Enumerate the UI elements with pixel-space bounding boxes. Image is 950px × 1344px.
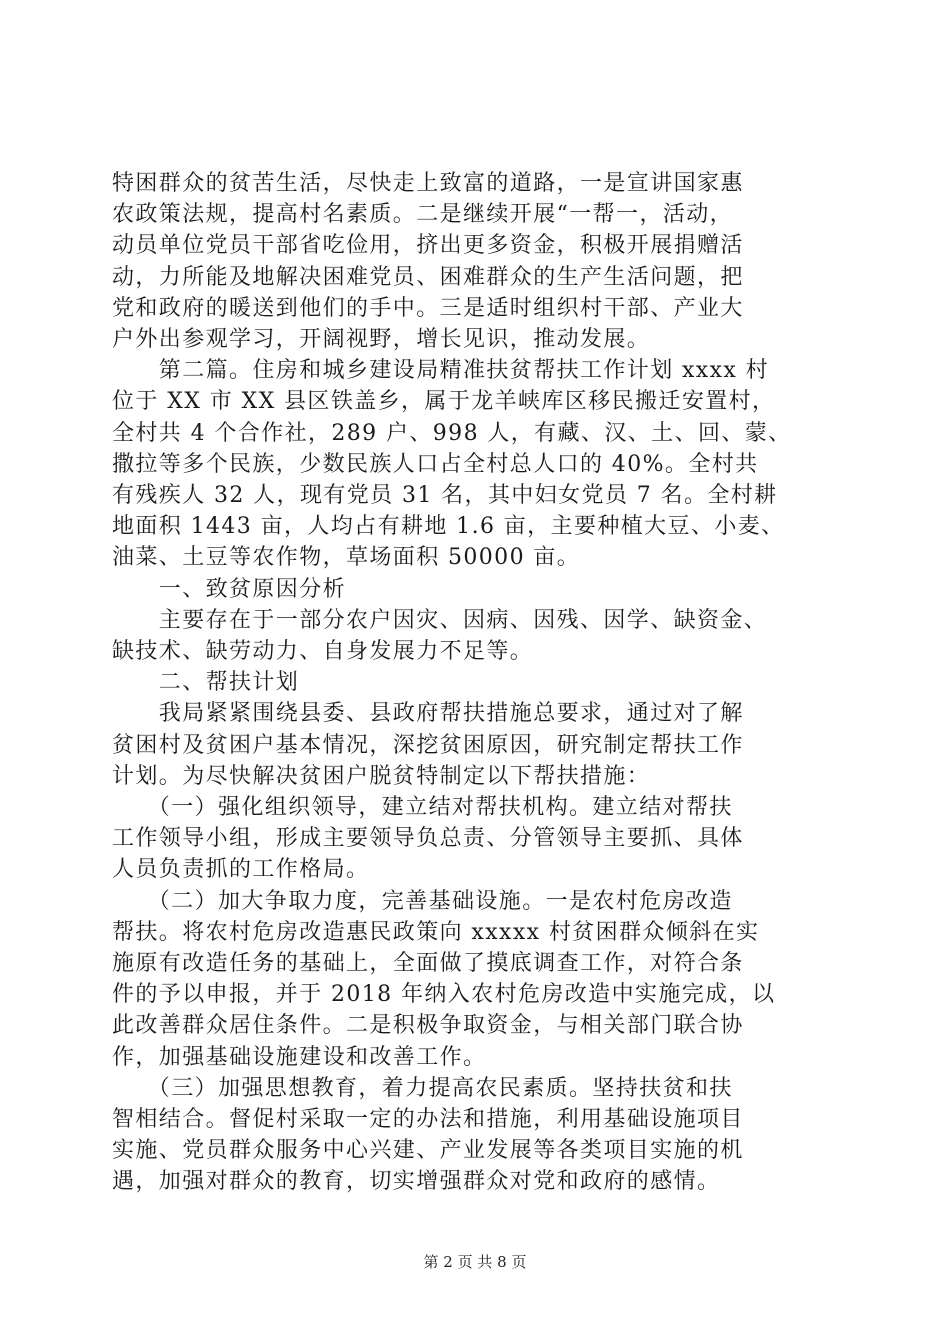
text-line: 工作领导小组，形成主要领导负总责、分管领导主要抓、具体 (112, 826, 744, 852)
text-line: 作，加强基础设施建设和改善工作。 (112, 1044, 487, 1070)
text-line: 特困群众的贫苦生活，尽快走上致富的道路，一是宣讲国家惠 (112, 171, 744, 196)
text-line: 动，力所能及地解决困难党员、困难群众的生产生活问题，把 (112, 264, 744, 290)
text-line: 贫困村及贫困户基本情况，深挖贫困原因，研究制定帮扶工作 (112, 732, 744, 758)
text-line: 智相结合。督促村采取一定的办法和措施，利用基础设施项目 (112, 1107, 744, 1132)
text-line: 此改善群众居住条件。二是积极争取资金，与相关部门联合协 (112, 1013, 744, 1039)
text-line: 全村共 4 个合作社，289 户、998 人，有藏、汉、土、回、蒙、 (112, 420, 792, 446)
page-number: 第 2 页 共 8 页 (423, 1253, 527, 1271)
text-line: 油菜、土豆等农作物，草场面积 50000 亩。 (112, 545, 581, 571)
text-line: （二）加大争取力度，完善基础设施。一是农村危房改造 (112, 888, 733, 914)
text-line: 党和政府的暖送到他们的手中。三是适时组织村干部、产业大 (112, 295, 744, 321)
text-line: 施原有改造任务的基础上，全面做了摸底调查工作，对符合条 (112, 951, 744, 976)
text-line: （三）加强思想教育，着力提高农民素质。坚持扶贫和扶 (112, 1075, 733, 1101)
text-line: 计划。为尽快解决贫困户脱贫特制定以下帮扶措施： (112, 763, 651, 789)
text-line: 遇，加强对群众的教育，切实增强群众对党和政府的感情。 (112, 1169, 721, 1195)
page-footer (0, 1252, 950, 1272)
text-line: 人员负责抓的工作格局。 (112, 857, 370, 883)
text-line: 户外出参观学习，开阔视野，增长见识，推动发展。 (112, 327, 651, 352)
text-line: 缺技术、缺劳动力、自身发展力不足等。 (112, 639, 534, 664)
text-line: （一）强化组织领导，建立结对帮扶机构。建立结对帮扶 (112, 795, 733, 820)
text-line: 主要存在于一部分农户因灾、因病、因残、因学、缺资金、 (112, 607, 768, 633)
text-line: 撒拉等多个民族，少数民族人口占全村总人口的 40%。全村共 (112, 451, 759, 477)
text-line: 一、致贫原因分析 (112, 576, 347, 602)
text-line: 农政策法规，提高村名素质。二是继续开展“一帮一，活动， (112, 202, 734, 228)
text-line: 二、帮扶计划 (112, 670, 300, 696)
text-line: 帮扶。将农村危房改造惠民政策向 xxxxx 村贫困群众倾斜在实 (112, 919, 760, 945)
text-line: 件的予以申报，并于 2018 年纳入农村危房改造中实施完成，以 (112, 982, 776, 1008)
text-line: 第二篇。住房和城乡建设局精准扶贫帮扶工作计划 xxxx 村 (112, 358, 770, 384)
text-line: 动员单位党员干部省吃俭用，挤出更多资金，积极开展捐赠活 (112, 233, 744, 259)
text-line: 实施、党员群众服务中心兴建、产业发展等各类项目实施的机 (112, 1138, 744, 1164)
text-line: 位于 XX 市 XX 县区铁盖乡，属于龙羊峡库区移民搬迁安置村， (112, 389, 776, 415)
text-line: 我局紧紧围绕县委、县政府帮扶措施总要求，通过对了解 (112, 701, 744, 727)
text-line: 地面积 1443 亩，人均占有耕地 1.6 亩，主要种植大豆、小麦、 (112, 514, 785, 540)
text-line: 有残疾人 32 人，现有党员 31 名，其中妇女党员 7 名。全村耕 (112, 483, 778, 508)
